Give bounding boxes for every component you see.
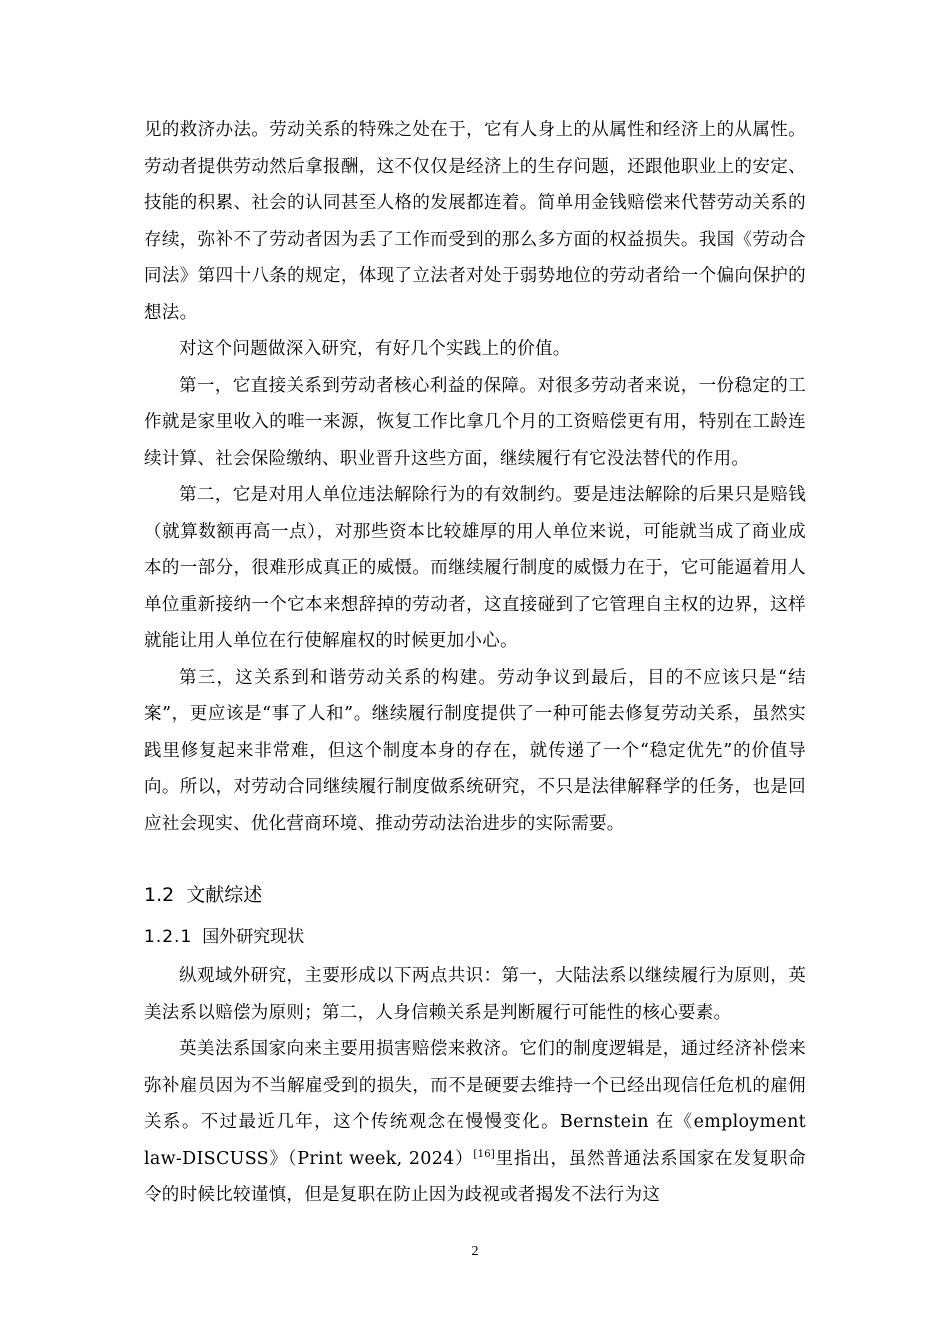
paragraph-second-point: 第二，它是对用人单位违法解除行为的有效制约。要是违法解除的后果只是赔钱（就算数额再高一点），对那些资本比较雄厚的用人单位来说，可能就当成了商业成本的一部分，很难形成真正的威慑。而继续履行制度的威慑力在于，它可能逼着用人单位重新接纳一个它本来想辞掉的劳动者，这直接碰到了它管理自主权的边界，这样就能让用人单位在行使解雇权的时候更加小心。 (144, 485, 806, 651)
paragraph-third-point: 第三，这关系到和谐劳动关系的构建。劳动争议到最后，目的不应该只是“结案”，更应该是“事了人和”。继续履行制度提供了一种可能去修复劳动关系，虽然实践里修复起来非常难，但这个制度本身的存在，就传递了一个“稳定优先”的价值导向。所以，对劳动合同继续履行制度做系统研究，不只是法律解释学的任务，也是回应社会现实、优化营商环境、推动劳动法治进步的实际需要。 (144, 667, 806, 834)
section-title: 文献综述 (186, 884, 263, 906)
section-heading (144, 878, 806, 912)
page-number: 2 (471, 1244, 479, 1259)
body-text (144, 112, 806, 1214)
paragraph-first-point: 第一，它直接关系到劳动者核心利益的保障。对很多劳动者来说，一份稳定的工作就是家里收入的唯一来源，恢复工作比拿几个月的工资赔偿更有用，特别在工龄连续计算、社会保险缴纳、职业晋升这些方面，继续履行有它没法替代的作用。 (144, 375, 806, 469)
subsection-title: 国外研究现状 (202, 927, 305, 947)
paragraph-practical-value: 对这个问题做深入研究，有好几个实践上的价值。 (179, 339, 571, 359)
subsection-heading (144, 920, 806, 954)
citation-ref: [16] (473, 1148, 496, 1160)
paragraph-continued: 见的救济办法。劳动关系的特殊之处在于，它有人身上的从属性和经济上的从属性。劳动者提供劳动然后拿报酬，这不仅仅是经济上的生存问题，还跟他职业上的安定、技能的积累、社会的认同甚至人格的发展都连着。简单用金钱赔偿来代替劳动关系的存续，弥补不了劳动者因为丢了工作而受到的那么多方面的权益损失。我国《劳动合同法》第四十八条的规定，体现了立法者对处于弱势地位的劳动者给一个偏向保护的想法。 (144, 120, 806, 323)
paragraph-common-law (144, 1031, 806, 1214)
paragraph-common-law-after: 里指出，虽然普通法系国家在发复职命令的时候比较谨慎，但是复职在防止因为歧视或者揭发不法行为这 (144, 1148, 806, 1205)
paragraph-consensus: 纵观域外研究，主要形成以下两点共识：第一，大陆法系以继续履行为原则，英美法系以赔偿为原则；第二，人身信赖关系是判断履行可能性的核心要素。 (144, 966, 806, 1023)
subsection-number: 1.2.1 (144, 927, 193, 947)
section-number: 1.2 (144, 884, 175, 906)
paragraph-common-law-before: 英美法系国家向来主要用损害赔偿来救济。它们的制度逻辑是，通过经济补偿来弥补雇员因为不当解雇受到的损失，而不是硬要去维持一个已经出现信任危机的雇佣关系。不过最近几年，这个传统观念在慢慢变化。Bernstein 在《employment law-DISCUSS》（Print week, 2024） (144, 1039, 806, 1169)
